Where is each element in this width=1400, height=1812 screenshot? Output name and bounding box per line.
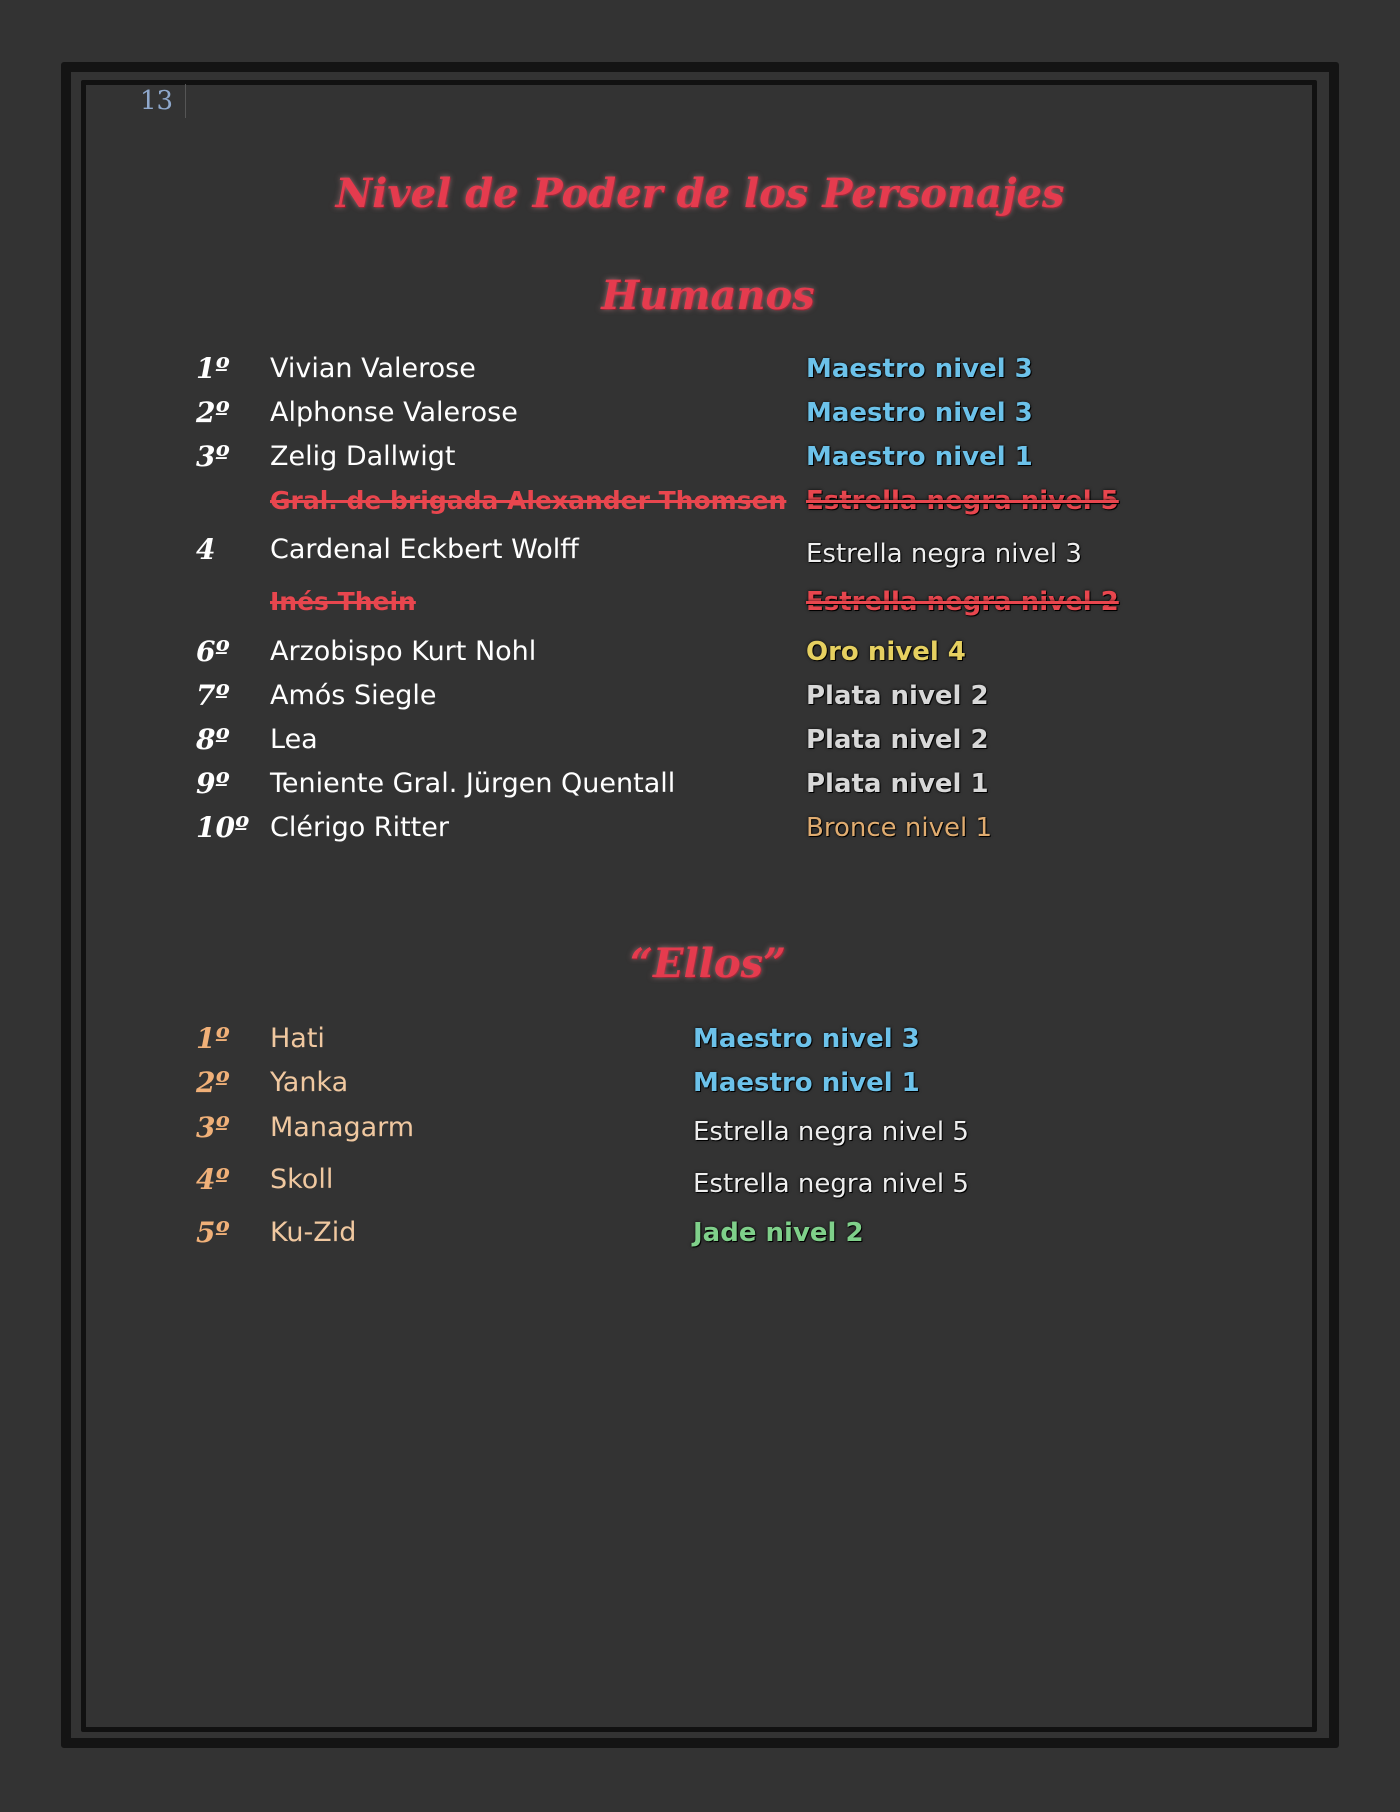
ellos-row-3 [0, 1108, 1400, 1148]
page-title: Nivel de Poder de los Personajes [335, 170, 1065, 217]
rank: 9º [196, 767, 230, 800]
character-name: Vivian Valerose [270, 353, 476, 384]
power-level: Maestro nivel 3 [806, 354, 1033, 384]
page-number: 13 [140, 84, 186, 118]
section-heading-humanos: Humanos [601, 272, 815, 319]
humanos-row-2 [0, 393, 1400, 433]
humanos-row-8 [0, 720, 1400, 760]
power-level: Estrella negra nivel 5 [693, 1117, 969, 1147]
ellos-row-1 [0, 1019, 1400, 1059]
power-level: Estrella negra nivel 5 [806, 486, 1119, 516]
power-level: Plata nivel 1 [806, 769, 989, 799]
ellos-row-2 [0, 1063, 1400, 1103]
rank: 10º [196, 811, 249, 844]
character-name: Alphonse Valerose [270, 397, 518, 428]
rank: 4 [196, 533, 216, 566]
humanos-row-struck-2 [0, 582, 1400, 622]
power-level: Jade nivel 2 [693, 1218, 864, 1248]
character-name: Managarm [270, 1112, 415, 1143]
humanos-row-1 [0, 349, 1400, 389]
rank: 1º [196, 352, 230, 385]
character-name: Arzobispo Kurt Nohl [270, 636, 537, 667]
power-level: Estrella negra nivel 2 [806, 587, 1119, 617]
power-level: Plata nivel 2 [806, 725, 989, 755]
power-level: Estrella negra nivel 5 [693, 1169, 969, 1199]
character-name: Inés Thein [270, 587, 416, 616]
character-name: Skoll [270, 1164, 334, 1195]
character-name: Clérigo Ritter [270, 812, 449, 843]
character-name: Zelig Dallwigt [270, 441, 456, 472]
rank: 7º [196, 679, 230, 712]
character-name: Hati [270, 1023, 325, 1054]
rank: 2º [196, 396, 230, 429]
page-frame-inner [81, 80, 1317, 1732]
character-name: Amós Siegle [270, 680, 437, 711]
character-name: Teniente Gral. Jürgen Quentall [270, 768, 676, 799]
ellos-row-4 [0, 1160, 1400, 1200]
rank: 3º [196, 440, 230, 473]
power-level: Maestro nivel 3 [693, 1024, 920, 1054]
humanos-row-3 [0, 437, 1400, 477]
power-level: Bronce nivel 1 [806, 813, 993, 843]
power-level: Plata nivel 2 [806, 681, 989, 711]
section-heading-ellos: “Ellos” [629, 940, 787, 987]
humanos-row-9 [0, 764, 1400, 804]
humanos-row-struck-1 [0, 481, 1400, 521]
humanos-row-6 [0, 632, 1400, 672]
power-level: Oro nivel 4 [806, 637, 966, 667]
character-name: Ku-Zid [270, 1217, 357, 1248]
humanos-row-7 [0, 676, 1400, 716]
character-name: Lea [270, 724, 318, 755]
rank: 6º [196, 635, 230, 668]
power-level: Estrella negra nivel 3 [806, 539, 1082, 569]
character-name: Yanka [270, 1067, 349, 1098]
rank: 8º [196, 723, 230, 756]
power-level: Maestro nivel 1 [693, 1068, 920, 1098]
rank: 4º [196, 1163, 230, 1196]
rank: 2º [196, 1066, 230, 1099]
character-name: Gral. de brigada Alexander Thomsen [270, 486, 787, 515]
character-name: Cardenal Eckbert Wolff [270, 534, 579, 565]
ellos-row-5 [0, 1213, 1400, 1253]
power-level: Maestro nivel 1 [806, 442, 1033, 472]
rank: 1º [196, 1022, 230, 1055]
power-level: Maestro nivel 3 [806, 398, 1033, 428]
humanos-row-4 [0, 530, 1400, 570]
rank: 3º [196, 1111, 230, 1144]
humanos-row-10 [0, 808, 1400, 848]
rank: 5º [196, 1216, 230, 1249]
